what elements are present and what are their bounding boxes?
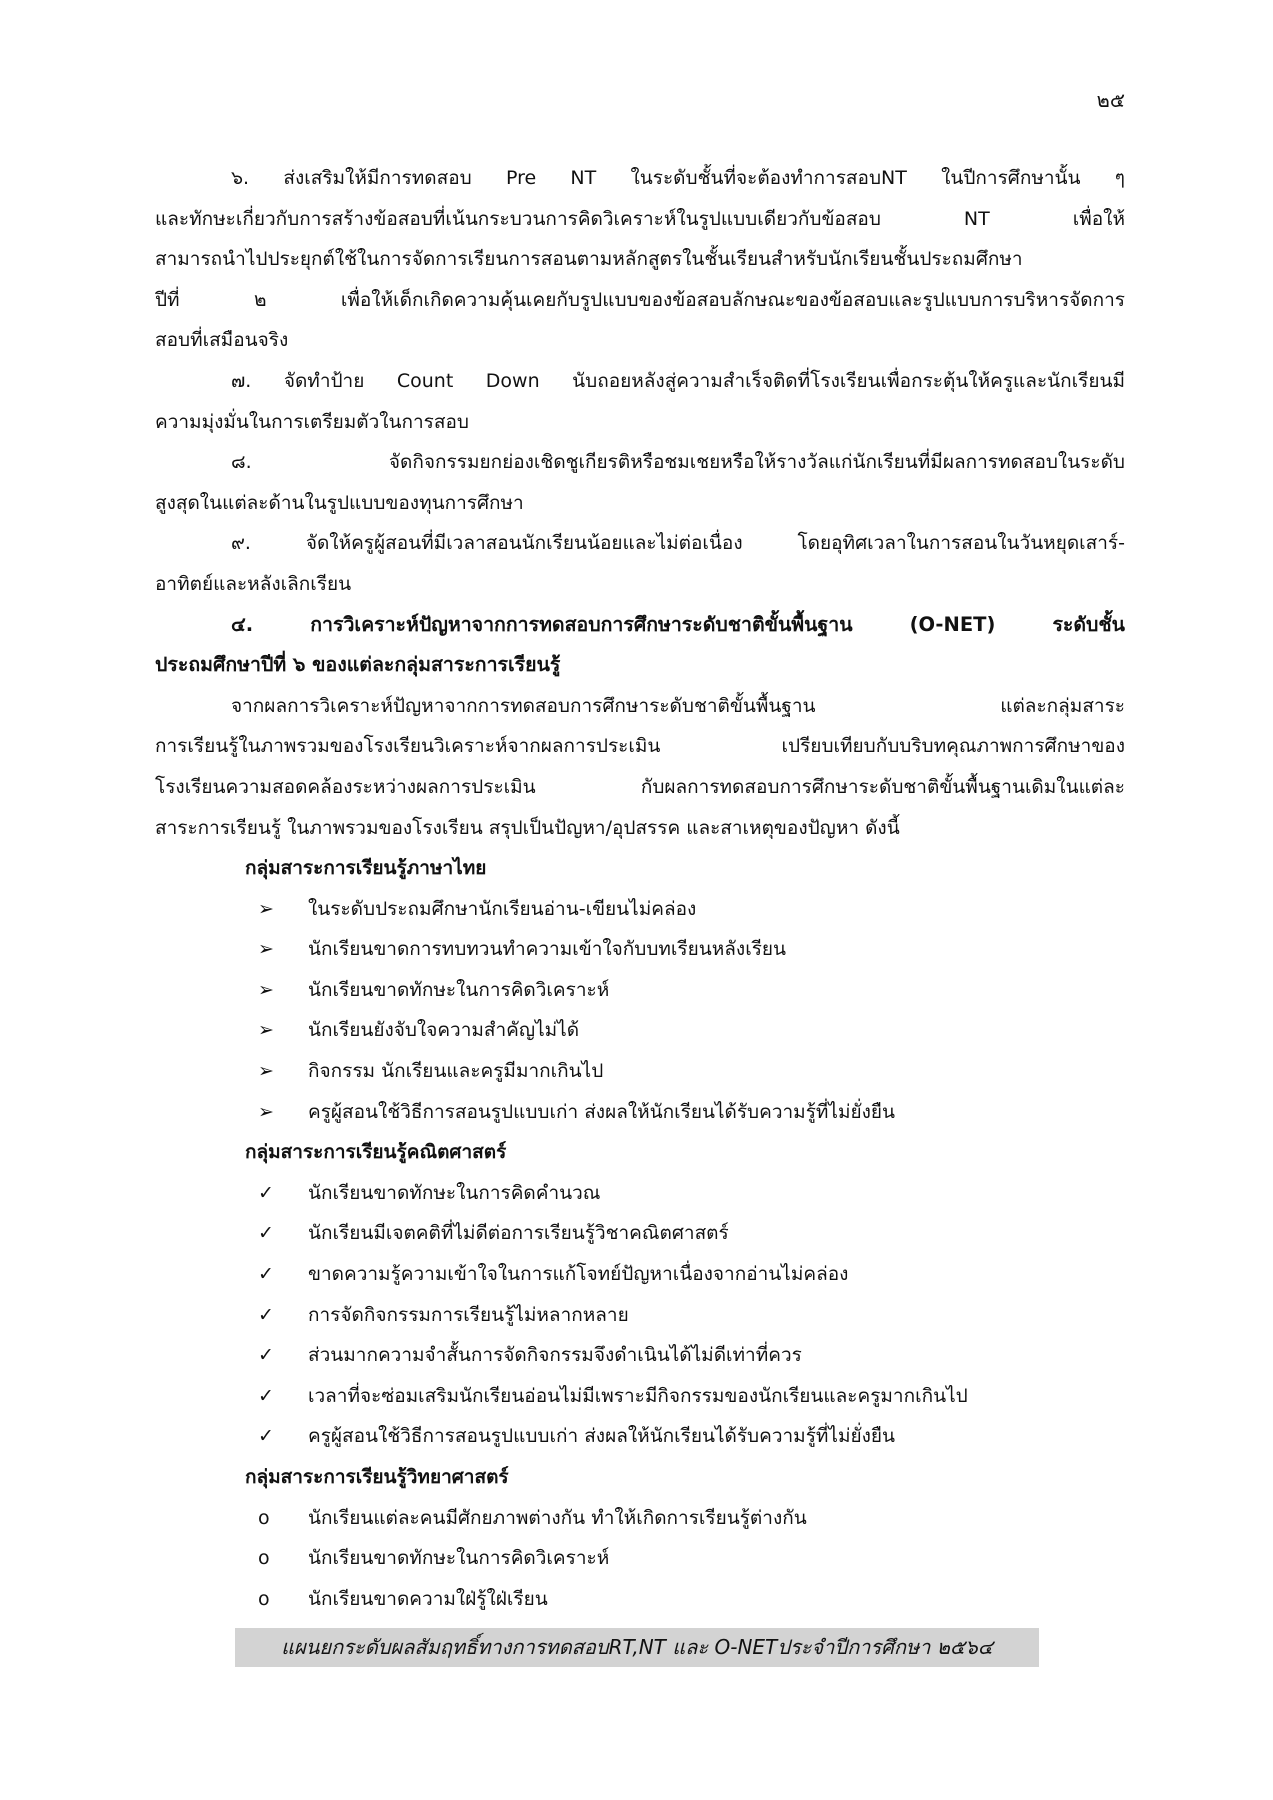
text-line: อาทิตย์และหลังเลิกเรียน <box>155 572 352 595</box>
list-item-text: นักเรียนมีเจตคติที่ไม่ดีต่อการเรียนรู้วิชาคณิตศาสตร์ <box>308 1222 729 1245</box>
text-line: สอบที่เสมือนจริง <box>155 329 289 352</box>
list-item <box>155 1254 1125 1295</box>
intro-paragraph <box>155 686 1125 848</box>
text-line: ๖. ส่งเสริมให้มีการทดสอบ Pre NT ในระดับชั้นที่จะต้องทำการสอบNT ในปีการศึกษานั้น ๆ <box>231 167 1125 189</box>
text-line: สาระการเรียนรู้ ในภาพรวมของโรงเรียน สรุปเป็นปัญหา/อุปสรรค และสาเหตุของปัญหา ดังนี้ <box>155 816 900 839</box>
bullet-icon: ✓ <box>258 1384 274 1407</box>
text-line: ๗. จัดทำป้าย Count Down นับถอยหลังสู่ความสำเร็จติดที่โรงเรียนเพื่อกระตุ้นให้ครูและนักเรียนมี <box>231 369 1125 392</box>
text-line: ๘. จัดกิจกรรมยกย่องเชิดชูเกียรติหรือชมเชยหรือให้รางวัลแก่นักเรียนที่มีผลการทดสอบในระดับ <box>231 451 1125 474</box>
subject-group <box>155 848 1125 1132</box>
bullet-icon: ➢ <box>258 978 274 1001</box>
list-item-text: นักเรียนแต่ละคนมีศักยภาพต่างกัน ทำให้เกิดการเรียนรู้ต่างกัน <box>308 1506 807 1529</box>
list-item-text: ขาดความรู้ความเข้าใจในการแก้โจทย์ปัญหาเนื่องจากอ่านไม่คล่อง <box>308 1263 849 1286</box>
bullet-icon: ✓ <box>258 1425 274 1448</box>
text-line: การเรียนรู้ในภาพรวมของโรงเรียนวิเคราะห์จากผลการประเมิน เปรียบเทียบกับบริบทคุณภาพการศึกษาของ <box>155 735 1125 758</box>
list-item <box>155 1010 1125 1051</box>
paragraph-8 <box>155 442 1125 523</box>
bullet-icon: o <box>258 1506 270 1529</box>
page-number: ๒๕ <box>1096 88 1125 112</box>
paragraph-9 <box>155 523 1125 604</box>
bullet-icon: ➢ <box>258 1100 274 1123</box>
list-item <box>155 1213 1125 1254</box>
list-item <box>155 1335 1125 1376</box>
bullet-icon: o <box>258 1547 270 1570</box>
subject-group <box>155 1457 1125 1619</box>
text-line: สามารถนำไปประยุกต์ใช้ในการจัดการเรียนการสอนตามหลักสูตรในชั้นเรียนสำหรับนักเรียนชั้นประถมศึกษา <box>155 248 1023 271</box>
bullet-icon: ✓ <box>258 1181 274 1204</box>
list-item-text: นักเรียนขาดการทบทวนทำความเข้าใจกับบทเรียนหลังเรียน <box>308 938 787 961</box>
bullet-icon: ➢ <box>258 1060 274 1083</box>
document-body <box>155 158 1125 1619</box>
list-item-text: การจัดกิจกรรมการเรียนรู้ไม่หลากหลาย <box>308 1303 629 1326</box>
bullet-icon: ✓ <box>258 1303 274 1326</box>
list-item-text: นักเรียนขาดทักษะในการคิดวิเคราะห์ <box>308 978 610 1001</box>
text-line: โรงเรียนความสอดคล้องระหว่างผลการประเมิน กับผลการทดสอบการศึกษาระดับชาติขั้นพื้นฐานเดิมในแต่ละ <box>155 775 1125 798</box>
list-item <box>155 1295 1125 1336</box>
text-line: สูงสุดในแต่ละด้านในรูปแบบของทุนการศึกษา <box>155 491 524 514</box>
list-item <box>155 1416 1125 1457</box>
bullet-icon: ➢ <box>258 897 274 920</box>
section-heading <box>155 605 1125 686</box>
bullet-icon: ✓ <box>258 1344 274 1367</box>
list-item <box>155 889 1125 930</box>
text-line: ความมุ่งมั่นในการเตรียมตัวในการสอบ <box>155 410 469 433</box>
list-item <box>155 970 1125 1011</box>
bullet-icon: ✓ <box>258 1222 274 1245</box>
bullet-icon: ✓ <box>258 1263 274 1286</box>
text-line: ปีที่ ๒ เพื่อให้เด็กเกิดความคุ้นเคยกับรูปแบบของข้อสอบลักษณะของข้อสอบและรูปแบบการบริหารจัดการ <box>155 288 1125 311</box>
list-item-text: นักเรียนขาดทักษะในการคิดคำนวณ <box>308 1181 601 1204</box>
text-line: ๔. การวิเคราะห์ปัญหาจากการทดสอบการศึกษาระดับชาติขั้นพื้นฐาน (O-NET) ระดับชั้น <box>231 612 1125 636</box>
list-item <box>155 1376 1125 1417</box>
text-line: ประถมศึกษาปีที่ ๖ ของแต่ละกลุ่มสาระการเรียนรู้ <box>155 653 561 677</box>
list-item <box>155 1498 1125 1539</box>
list-item <box>155 1579 1125 1620</box>
paragraph-6 <box>155 158 1125 361</box>
group-title: กลุ่มสาระการเรียนรู้คณิตศาสตร์ <box>245 1141 507 1164</box>
list-item-text: นักเรียนยังจับใจความสำคัญไม่ได้ <box>308 1019 580 1042</box>
list-item <box>155 1092 1125 1133</box>
bullet-icon: ➢ <box>258 1019 274 1042</box>
text-line: จากผลการวิเคราะห์ปัญหาจากการทดสอบการศึกษาระดับชาติขั้นพื้นฐาน แต่ละกลุ่มสาระ <box>231 694 1125 717</box>
list-item-text: ครูผู้สอนใช้วิธีการสอนรูปแบบเก่า ส่งผลให้นักเรียนได้รับความรู้ที่ไม่ยั่งยืน <box>308 1100 896 1123</box>
paragraph-7 <box>155 361 1125 442</box>
list-item-text: ส่วนมากความจำสั้นการจัดกิจกรรมจึงดำเนินได้ไม่ดีเท่าที่ควร <box>308 1344 802 1367</box>
text-line: และทักษะเกี่ยวกับการสร้างข้อสอบที่เน้นกระบวนการคิดวิเคราะห์ในรูปแบบเดียวกับข้อสอบ NT เพื่อให้ <box>155 207 1125 230</box>
list-item-text: นักเรียนขาดทักษะในการคิดวิเคราะห์ <box>308 1547 610 1570</box>
list-item-text: นักเรียนขาดความใฝ่รู้ใฝ่เรียน <box>308 1587 548 1610</box>
list-item-text: ในระดับประถมศึกษานักเรียนอ่าน-เขียนไม่คล่อง <box>308 897 697 920</box>
list-item <box>155 929 1125 970</box>
page-footer: แผนยกระดับผลสัมฤทธิ์ทางการทดสอบRT,NT และ O-NETประจำปีการศึกษา ๒๕๖๔ <box>235 1628 1039 1667</box>
list-item <box>155 1051 1125 1092</box>
group-title: กลุ่มสาระการเรียนรู้ภาษาไทย <box>245 857 487 880</box>
list-item-text: ครูผู้สอนใช้วิธีการสอนรูปแบบเก่า ส่งผลให้นักเรียนได้รับความรู้ที่ไม่ยั่งยืน <box>308 1425 896 1448</box>
group-title: กลุ่มสาระการเรียนรู้วิทยาศาสตร์ <box>245 1466 509 1488</box>
list-item <box>155 1173 1125 1214</box>
list-item-text: เวลาที่จะซ่อมเสริมนักเรียนอ่อนไม่มีเพราะมีกิจกรรมของนักเรียนและครูมากเกินไป <box>308 1384 968 1407</box>
bullet-icon: o <box>258 1587 270 1610</box>
subject-group <box>155 1132 1125 1457</box>
text-line: ๙. จัดให้ครูผู้สอนที่มีเวลาสอนนักเรียนน้อยและไม่ต่อเนื่อง โดยอุทิศเวลาในการสอนในวันหยุดเสาร์- <box>231 532 1125 555</box>
bullet-icon: ➢ <box>258 938 274 961</box>
list-item <box>155 1538 1125 1579</box>
list-item-text: กิจกรรม นักเรียนและครูมีมากเกินไป <box>308 1060 604 1083</box>
